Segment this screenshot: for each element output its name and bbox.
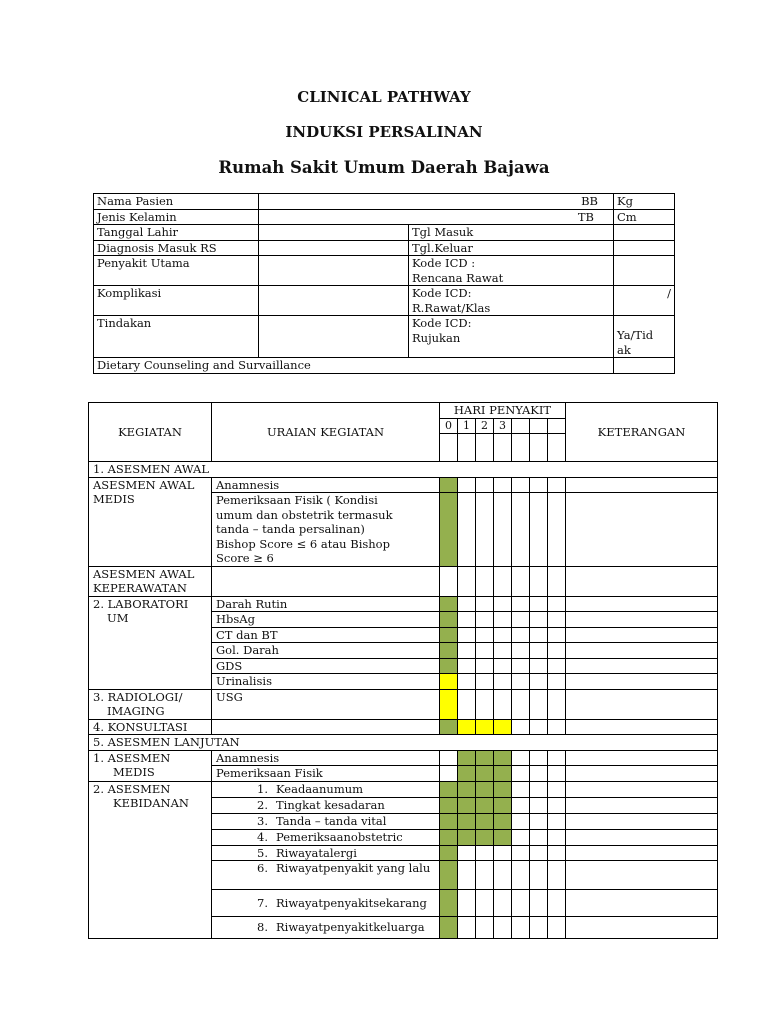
label-medis: MEDIS — [93, 492, 135, 506]
day-cell — [494, 658, 512, 674]
uraian-pemeriksaan-fisik — [212, 493, 440, 567]
label-asesmen-awal: ASESMEN AWAL — [93, 477, 195, 492]
item-text: Riwayatpenyakitkeluarga — [276, 920, 425, 935]
day-cell-filled — [440, 845, 458, 861]
day-cell — [548, 766, 566, 782]
day-cell-filled — [440, 477, 458, 493]
header-kegiatan: KEGIATAN — [89, 403, 212, 462]
day-cell-filled — [440, 719, 458, 735]
day-cell — [494, 566, 512, 596]
day-cell — [512, 477, 530, 493]
day-cell — [530, 781, 548, 797]
patient-info-table — [93, 193, 675, 374]
day-cell — [476, 689, 494, 719]
item-number: 4. — [257, 829, 268, 844]
day-cell-filled — [494, 719, 512, 735]
label-asesmen: 2. ASESMEN — [93, 781, 171, 796]
day-cell-filled — [476, 719, 494, 735]
day-cell — [530, 797, 548, 813]
day-cell — [548, 596, 566, 612]
item-number: 5. — [257, 845, 268, 860]
day-cell — [512, 797, 530, 813]
day-cell — [512, 750, 530, 766]
keterangan-cell[interactable] — [566, 917, 718, 939]
label-komplikasi: Komplikasi — [94, 286, 259, 316]
day-cell — [530, 689, 548, 719]
pathway-table — [88, 402, 718, 939]
keterangan-cell[interactable] — [566, 781, 718, 797]
uraian-keb-1 — [212, 781, 440, 797]
day-cell — [512, 674, 530, 690]
day-cell — [530, 861, 548, 890]
pf-line-5: Score ≥ 6 — [216, 551, 274, 565]
keterangan-cell[interactable] — [566, 612, 718, 628]
day-cell — [512, 418, 530, 434]
uraian-hbsag: HbsAg — [212, 612, 440, 628]
label-rujukan: Rujukan — [412, 330, 461, 345]
day-cell — [530, 766, 548, 782]
day-cell — [458, 658, 476, 674]
day-cell — [440, 566, 458, 596]
pf-line-4: Bishop Score ≤ 6 atau Bishop — [216, 536, 390, 551]
day-cell — [548, 689, 566, 719]
uraian-cell — [212, 566, 440, 596]
label-tanggal-lahir: Tanggal Lahir — [94, 225, 259, 241]
keterangan-cell[interactable] — [566, 674, 718, 690]
keterangan-cell[interactable] — [566, 845, 718, 861]
day-cell — [548, 797, 566, 813]
day-cell — [512, 861, 530, 890]
day-cell — [476, 674, 494, 690]
day-cell — [548, 493, 566, 567]
day-cell — [548, 861, 566, 890]
uraian-keb-6 — [212, 861, 440, 890]
uraian-cell — [212, 719, 440, 735]
diagnosis-field[interactable] — [259, 240, 409, 256]
kegiatan-konsultasi: 4. KONSULTASI — [89, 719, 212, 735]
day-0: 0 — [440, 418, 458, 434]
keterangan-cell[interactable] — [566, 719, 718, 735]
uraian-urinalisis: Urinalisis — [212, 674, 440, 690]
day-cell — [512, 627, 530, 643]
komplikasi-field[interactable] — [259, 286, 409, 316]
uraian-gol-darah: Gol. Darah — [212, 643, 440, 659]
day-cell — [530, 627, 548, 643]
item-number: 1. — [257, 781, 268, 796]
day-cell — [512, 829, 530, 845]
day-cell — [512, 612, 530, 628]
day-cell-filled — [440, 797, 458, 813]
day-cell — [512, 658, 530, 674]
pf-line-2: umum dan obstetrik termasuk — [216, 507, 393, 522]
day-cell — [548, 418, 566, 434]
rujukan-field[interactable] — [614, 316, 675, 358]
label-radiologi: 3. RADIOLOGI/ — [93, 689, 183, 704]
day-cell — [494, 596, 512, 612]
day-cell — [476, 643, 494, 659]
item-text: Riwayatalergi — [276, 845, 357, 860]
day-cell — [530, 719, 548, 735]
day-cell — [530, 566, 548, 596]
item-number: 3. — [257, 813, 268, 828]
day-cell — [494, 917, 512, 939]
uraian-anamnesis: Anamnesis — [212, 477, 440, 493]
day-cell — [530, 612, 548, 628]
day-cell — [458, 596, 476, 612]
day-cell-filled — [476, 750, 494, 766]
day-cell-filled — [494, 766, 512, 782]
day-cell-filled — [494, 750, 512, 766]
label-nama-pasien: Nama Pasien — [94, 194, 259, 210]
label-penyakit-utama: Penyakit Utama — [94, 256, 259, 286]
label-asesmen: 1. ASESMEN — [93, 750, 171, 765]
day-cell — [476, 493, 494, 567]
keterangan-cell[interactable] — [566, 627, 718, 643]
label-kode-icd: Kode ICD: — [412, 316, 472, 330]
label-asesmen-awal: ASESMEN AWAL — [93, 566, 195, 581]
day-cell — [512, 719, 530, 735]
day-cell — [494, 674, 512, 690]
tanggal-lahir-field[interactable] — [259, 225, 409, 241]
item-number: 6. — [257, 861, 268, 875]
day-cell — [458, 493, 476, 567]
day-cell-filled — [440, 890, 458, 917]
day-cell-filled — [458, 781, 476, 797]
kegiatan-asesmen-awal-medis — [89, 477, 212, 566]
day-cell — [512, 917, 530, 939]
label-tindakan: Tindakan — [94, 316, 259, 358]
day-cell — [476, 627, 494, 643]
day-cell — [458, 643, 476, 659]
label-ya-tidak-1: Ya/Tid — [617, 328, 654, 342]
day-cell — [548, 750, 566, 766]
document-title: CLINICAL PATHWAY — [297, 88, 471, 106]
day-cell — [548, 845, 566, 861]
label-tgl-masuk: Tgl Masuk — [409, 225, 614, 241]
day-cell — [512, 813, 530, 829]
label-dietary-counseling: Dietary Counseling and Survaillance — [94, 358, 614, 374]
day-cell-filled — [494, 829, 512, 845]
day-cell — [476, 566, 494, 596]
keterangan-cell[interactable] — [566, 493, 718, 567]
day-cell-filled — [494, 813, 512, 829]
day-cell — [494, 689, 512, 719]
day-cell — [476, 477, 494, 493]
day-cell — [548, 658, 566, 674]
label-jenis-kelamin: Jenis Kelamin — [94, 209, 259, 225]
uraian-keb-2 — [212, 797, 440, 813]
kegiatan-radiologi — [89, 689, 212, 719]
day-cell — [548, 627, 566, 643]
day-cell — [494, 493, 512, 567]
day-cell-filled — [458, 719, 476, 735]
keterangan-cell[interactable] — [566, 596, 718, 612]
header-hari-penyakit: HARI PENYAKIT — [440, 403, 566, 419]
day-cell — [476, 658, 494, 674]
label-tb: TB — [577, 209, 594, 224]
day-cell-filled — [476, 813, 494, 829]
tindakan-field[interactable] — [259, 316, 409, 358]
kegiatan-laboratorium — [89, 596, 212, 689]
day-cell — [530, 418, 548, 434]
uraian-keb-4 — [212, 829, 440, 845]
day-cell — [458, 434, 476, 462]
day-cell — [512, 845, 530, 861]
day-cell — [548, 612, 566, 628]
day-cell — [530, 890, 548, 917]
day-cell — [548, 674, 566, 690]
day-cell — [548, 781, 566, 797]
day-cell — [440, 750, 458, 766]
kode-icd-cell-1 — [409, 256, 614, 286]
day-cell-filled — [494, 797, 512, 813]
label-kode-icd: Kode ICD : — [412, 256, 476, 270]
uraian-keb-5 — [212, 845, 440, 861]
day-cell — [548, 643, 566, 659]
jenis-kelamin-field[interactable] — [259, 209, 614, 225]
day-cell — [512, 643, 530, 659]
uraian-darah-rutin: Darah Rutin — [212, 596, 440, 612]
day-cell — [494, 861, 512, 890]
day-cell — [548, 829, 566, 845]
day-cell — [458, 566, 476, 596]
day-cell — [458, 612, 476, 628]
keterangan-cell[interactable] — [566, 658, 718, 674]
day-cell — [476, 434, 494, 462]
pf-line-3: tanda – tanda persalinan) — [216, 522, 365, 536]
uraian-anamnesis: Anamnesis — [212, 750, 440, 766]
label-rencana-rawat: Rencana Rawat — [412, 270, 504, 285]
day-cell — [530, 750, 548, 766]
kode-icd-cell-2 — [409, 286, 614, 316]
section-asesmen-lanjutan: 5. ASESMEN LANJUTAN — [89, 735, 718, 751]
rencana-rawat-field[interactable] — [614, 256, 675, 286]
day-cell — [476, 845, 494, 861]
item-text: Tanda – tanda vital — [276, 813, 387, 828]
day-cell-filled — [458, 829, 476, 845]
kegiatan-asesmen-kebidanan — [89, 781, 212, 939]
label-um: UM — [107, 611, 129, 625]
day-cell — [512, 689, 530, 719]
label-diagnosis: Diagnosis Masuk RS — [94, 240, 259, 256]
pf-line-1: Pemeriksaan Fisik ( Kondisi — [216, 493, 378, 507]
day-3: 3 — [494, 418, 512, 434]
kegiatan-asesmen-lanjutan-medis — [89, 750, 212, 781]
uraian-usg: USG — [212, 689, 440, 719]
day-cell — [440, 766, 458, 782]
item-text: Tingkat kesadaran — [276, 797, 385, 812]
day-cell — [458, 477, 476, 493]
day-cell-filled — [458, 797, 476, 813]
day-cell — [530, 434, 548, 462]
day-cell-filled — [440, 813, 458, 829]
uraian-keb-3 — [212, 813, 440, 829]
day-cell — [548, 434, 566, 462]
day-cell-filled — [458, 813, 476, 829]
day-cell — [530, 658, 548, 674]
day-cell — [458, 890, 476, 917]
label-ya-tidak-2: ak — [617, 342, 631, 357]
day-cell — [530, 596, 548, 612]
header-uraian-kegiatan: URAIAN KEGIATAN — [212, 403, 440, 462]
day-cell-filled — [440, 627, 458, 643]
day-cell — [494, 845, 512, 861]
day-cell-filled — [476, 766, 494, 782]
day-cell — [548, 566, 566, 596]
kegiatan-asesmen-awal-keperawatan — [89, 566, 212, 596]
day-cell — [458, 861, 476, 890]
keterangan-cell[interactable] — [566, 477, 718, 493]
day-cell — [512, 596, 530, 612]
day-cell-filled — [440, 643, 458, 659]
day-cell — [548, 917, 566, 939]
label-kebidanan: KEBIDANAN — [113, 796, 189, 810]
day-cell — [548, 813, 566, 829]
label-kg: Kg — [614, 194, 675, 210]
label-medis: MEDIS — [113, 765, 155, 779]
day-cell-filled — [440, 689, 458, 719]
item-number: 2. — [257, 797, 268, 812]
keterangan-cell[interactable] — [566, 643, 718, 659]
document-subtitle: INDUKSI PERSALINAN — [285, 123, 483, 141]
day-cell-filled — [458, 750, 476, 766]
day-cell — [548, 477, 566, 493]
label-rawat-klas: R.Rawat/Klas — [412, 300, 491, 315]
day-1: 1 — [458, 418, 476, 434]
label-bb: BB — [581, 194, 598, 208]
day-cell-filled — [440, 493, 458, 567]
day-cell — [458, 674, 476, 690]
label-kode-icd: Kode ICD: — [412, 286, 472, 300]
day-cell — [458, 845, 476, 861]
day-cell — [476, 861, 494, 890]
rawat-klas-field[interactable] — [614, 286, 675, 316]
uraian-keb-7 — [212, 890, 440, 917]
item-text: Riwayatpenyakitsekarang — [276, 895, 427, 910]
label-imaging: IMAGING — [107, 704, 165, 718]
keterangan-cell[interactable] — [566, 813, 718, 829]
item-text: Keadaanumum — [276, 781, 364, 796]
day-cell — [530, 845, 548, 861]
day-cell-filled — [476, 797, 494, 813]
header-keterangan: KETERANGAN — [566, 403, 718, 462]
keterangan-cell[interactable] — [566, 750, 718, 766]
day-cell — [476, 596, 494, 612]
day-cell — [512, 766, 530, 782]
penyakit-utama-field[interactable] — [259, 256, 409, 286]
day-cell — [458, 627, 476, 643]
day-cell — [530, 493, 548, 567]
day-cell-filled — [440, 829, 458, 845]
label-keperawatan: KEPERAWATAN — [93, 581, 187, 595]
day-cell — [530, 813, 548, 829]
day-cell — [548, 890, 566, 917]
tgl-keluar-field[interactable] — [614, 240, 675, 256]
day-cell — [458, 917, 476, 939]
keterangan-cell[interactable] — [566, 566, 718, 596]
item-text: Riwayatpenyakit yang lalu — [276, 861, 431, 875]
day-cell-filled — [440, 596, 458, 612]
day-cell — [512, 781, 530, 797]
day-cell — [512, 434, 530, 462]
day-cell — [512, 566, 530, 596]
day-cell-filled — [440, 674, 458, 690]
uraian-gds: GDS — [212, 658, 440, 674]
keterangan-cell[interactable] — [566, 797, 718, 813]
day-cell-filled — [476, 829, 494, 845]
day-cell-filled — [494, 781, 512, 797]
uraian-keb-8 — [212, 917, 440, 939]
day-cell-filled — [440, 917, 458, 939]
day-cell — [530, 674, 548, 690]
day-cell — [530, 643, 548, 659]
day-cell-filled — [458, 766, 476, 782]
day-cell — [512, 493, 530, 567]
slash-separator: / — [667, 286, 671, 300]
uraian-ct-bt: CT dan BT — [212, 627, 440, 643]
day-cell — [494, 627, 512, 643]
day-cell — [512, 890, 530, 917]
day-cell — [494, 612, 512, 628]
uraian-pemeriksaan-fisik: Pemeriksaan Fisik — [212, 766, 440, 782]
day-cell — [476, 612, 494, 628]
day-cell — [494, 643, 512, 659]
nama-pasien-field[interactable] — [259, 194, 614, 210]
kode-icd-cell-3 — [409, 316, 614, 358]
keterangan-cell[interactable] — [566, 689, 718, 719]
day-cell — [530, 829, 548, 845]
day-cell-filled — [440, 612, 458, 628]
day-cell-filled — [440, 861, 458, 890]
dietary-field[interactable] — [614, 358, 675, 374]
day-cell — [530, 477, 548, 493]
item-number: 8. — [257, 920, 268, 935]
keterangan-cell[interactable] — [566, 766, 718, 782]
label-laboratori: 2. LABORATORI — [93, 596, 189, 611]
day-cell-filled — [440, 658, 458, 674]
section-asesmen-awal: 1. ASESMEN AWAL — [89, 462, 718, 478]
day-cell — [476, 917, 494, 939]
day-cell — [440, 434, 458, 462]
item-number: 7. — [257, 895, 268, 910]
day-2: 2 — [476, 418, 494, 434]
day-cell-filled — [440, 781, 458, 797]
label-tgl-keluar: Tgl.Keluar — [409, 240, 614, 256]
day-cell — [476, 890, 494, 917]
tgl-masuk-field[interactable] — [614, 225, 675, 241]
day-cell — [494, 477, 512, 493]
day-cell — [494, 890, 512, 917]
day-cell — [458, 689, 476, 719]
keterangan-cell[interactable] — [566, 829, 718, 845]
keterangan-cell[interactable] — [566, 890, 718, 917]
item-text: Pemeriksaanobstetric — [276, 829, 403, 844]
hospital-name: Rumah Sakit Umum Daerah Bajawa — [218, 158, 550, 177]
label-cm: Cm — [614, 209, 675, 225]
day-cell — [548, 719, 566, 735]
day-cell — [530, 917, 548, 939]
day-cell — [494, 434, 512, 462]
keterangan-cell[interactable] — [566, 861, 718, 890]
day-cell-filled — [476, 781, 494, 797]
